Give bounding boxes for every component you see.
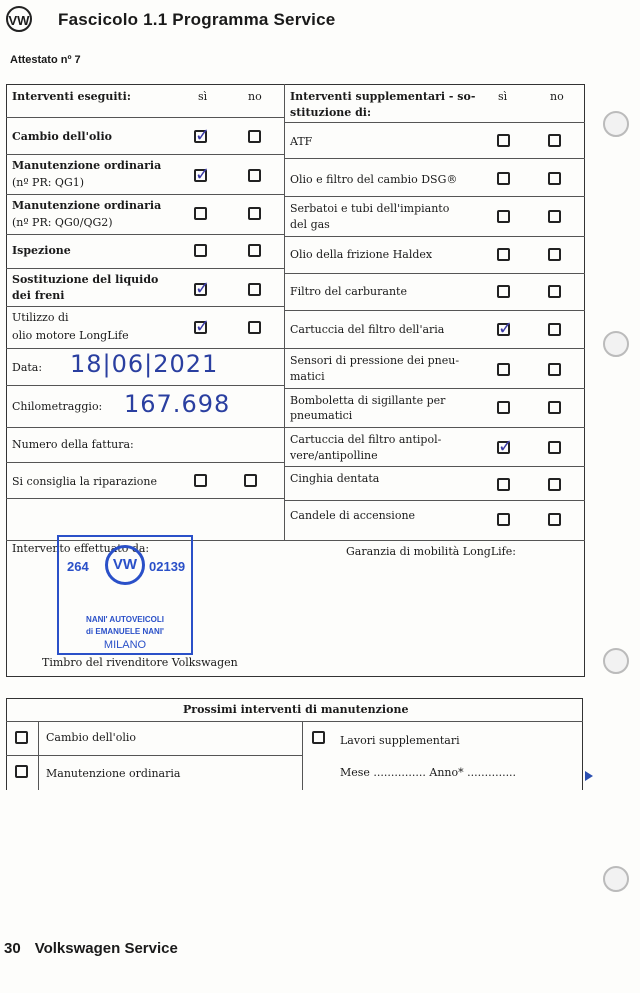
garanzia-label: Garanzia di mobilità LongLife:: [346, 545, 516, 558]
left-header-label: Interventi eseguiti:: [12, 90, 131, 103]
checkbox-no-gas[interactable]: [548, 210, 561, 223]
data-label: Data:: [12, 361, 43, 374]
row-sublabel-manutenzione-qg1: (nº PR: QG1): [12, 176, 85, 189]
checkbox-si-ispezione[interactable]: [194, 244, 207, 257]
checkbox-no-dsg[interactable]: [548, 172, 561, 185]
page-number: 30: [4, 940, 21, 957]
binder-hole-icon: [603, 866, 629, 892]
stamp-right-number: 02139: [149, 559, 186, 574]
checkbox-no-riparazione[interactable]: [244, 474, 257, 487]
checkbox-no-manutenzione-qg0[interactable]: [248, 207, 261, 220]
row-sublabel-manutenzione-qg0: (nº PR: QG0/QG2): [12, 216, 113, 229]
next-cambio-olio-label: Cambio dell'olio: [46, 731, 136, 744]
row-separator: [6, 117, 284, 118]
row-label-olio-longlife: Utilizzo di: [12, 311, 69, 324]
checkbox-si-atf[interactable]: [497, 134, 510, 147]
checkbox-no-atf[interactable]: [548, 134, 561, 147]
checkbox-si-antipolline[interactable]: [497, 441, 510, 454]
column-divider: [284, 84, 285, 540]
right-header-sublabel: stituzione di:: [290, 106, 372, 119]
checkbox-si-liquido-freni[interactable]: [194, 283, 207, 296]
right-row-bomboletta: Bomboletta di sigillante per: [290, 394, 446, 407]
checkbox-no-candele[interactable]: [548, 513, 561, 526]
row-separator: [284, 158, 585, 159]
right-header-si: sì: [498, 90, 508, 103]
row-separator: [284, 236, 585, 237]
checkbox-next-manutenzione[interactable]: [15, 765, 28, 778]
row-label-cambio-olio: Cambio dell'olio: [12, 130, 113, 143]
riparazione-label: Si consiglia la riparazione: [12, 475, 158, 488]
checkbox-si-riparazione[interactable]: [194, 474, 207, 487]
next-page-arrow-icon[interactable]: [585, 771, 593, 781]
right-row-haldex: Olio della frizione Haldex: [290, 248, 433, 261]
row-separator: [6, 306, 284, 307]
row-label-liquido-freni: Sostituzione del liquido: [12, 273, 159, 286]
right-header-label: Interventi supplementari - so-: [290, 90, 476, 103]
stamp-line3: MILANO: [103, 639, 147, 651]
checkbox-no-liquido-freni[interactable]: [248, 283, 261, 296]
row-sublabel-olio-longlife: olio motore LongLife: [12, 329, 129, 342]
checkbox-si-carburante[interactable]: [497, 285, 510, 298]
checkbox-no-carburante[interactable]: [548, 285, 561, 298]
effettuato-label: Intervento effettuato da:: [12, 542, 150, 555]
row-label-ispezione: Ispezione: [12, 244, 71, 257]
right-row-atf: ATF: [290, 135, 313, 148]
checkbox-no-antipolline[interactable]: [548, 441, 561, 454]
checkbox-next-cambio-olio[interactable]: [15, 731, 28, 744]
footer-text: Volkswagen Service: [34, 940, 178, 957]
checkbox-si-haldex[interactable]: [497, 248, 510, 261]
row-separator: [6, 268, 284, 269]
checkbox-si-manutenzione-qg0[interactable]: [194, 207, 207, 220]
checkbox-no-sensori[interactable]: [548, 363, 561, 376]
checkbox-no-cambio-olio[interactable]: [248, 130, 261, 143]
next-mese-anno[interactable]: Mese ............... Anno* ..............: [340, 766, 517, 779]
stamp-line1: NANI' AUTOVEICOLI: [86, 615, 164, 624]
checkbox-si-manutenzione-qg1[interactable]: [194, 169, 207, 182]
checkbox-no-haldex[interactable]: [548, 248, 561, 261]
checkbox-no-cinghia[interactable]: [548, 478, 561, 491]
row-label-manutenzione-qg1: Manutenzione ordinaria: [12, 159, 162, 172]
row-separator: [6, 385, 284, 386]
checkbox-no-manutenzione-qg1[interactable]: [248, 169, 261, 182]
checkbox-si-candele[interactable]: [497, 513, 510, 526]
right-row-candele: Candele di accensione: [290, 509, 416, 522]
row-separator: [284, 348, 585, 349]
row-separator: [6, 755, 302, 756]
row-separator: [284, 310, 585, 311]
left-header-si: sì: [198, 90, 208, 103]
row-separator: [284, 196, 585, 197]
binder-hole-icon: [603, 111, 629, 137]
vw-stamp-logo-icon: VW: [105, 545, 145, 585]
km-label: Chilometraggio:: [12, 400, 103, 413]
row-separator: [284, 273, 585, 274]
checkbox-si-cambio-olio[interactable]: [194, 130, 207, 143]
row-separator: [6, 427, 284, 428]
checkbox-si-dsg[interactable]: [497, 172, 510, 185]
data-value[interactable]: 18|06|2021: [70, 350, 219, 378]
fattura-label: Numero della fattura:: [12, 438, 134, 451]
row-separator: [6, 721, 583, 722]
right-row-dsg: Olio e filtro del cambio DSG®: [290, 173, 458, 186]
stamp-line2: di EMANUELE NANI': [86, 627, 164, 636]
row-separator: [6, 234, 284, 235]
checkbox-si-cinghia[interactable]: [497, 478, 510, 491]
page-header: [0, 0, 640, 42]
right-header-no: no: [550, 90, 564, 103]
right-row-antipolline: Cartuccia del filtro antipol-: [290, 433, 442, 446]
checkbox-no-filtro-aria[interactable]: [548, 323, 561, 336]
checkbox-no-bomboletta[interactable]: [548, 401, 561, 414]
right-row-gas: Serbatoi e tubi dell'impianto: [290, 202, 450, 215]
row-separator: [284, 500, 585, 501]
row-separator: [284, 122, 585, 123]
next-manutenzione-label: Manutenzione ordinaria: [46, 767, 181, 780]
binder-hole-icon: [603, 331, 629, 357]
right-row-filtro-aria: Cartuccia del filtro dell'aria: [290, 323, 445, 336]
row-label-manutenzione-qg0: Manutenzione ordinaria: [12, 199, 162, 212]
row-separator: [6, 462, 284, 463]
row-separator: [284, 388, 585, 389]
row-sublabel-liquido-freni: dei freni: [12, 289, 65, 302]
timbro-label: Timbro del rivenditore Volkswagen: [42, 656, 238, 669]
checkbox-no-olio-longlife[interactable]: [248, 321, 261, 334]
next-maintenance-title: Prossimi interventi di manutenzione: [183, 703, 409, 716]
row-separator: [6, 154, 284, 155]
left-header-no: no: [248, 90, 262, 103]
binder-hole-icon: [603, 648, 629, 674]
row-separator: [6, 498, 284, 499]
checkbox-si-olio-longlife[interactable]: [194, 321, 207, 334]
checkbox-no-ispezione[interactable]: [248, 244, 261, 257]
right-row-bomboletta-sub: pneumatici: [290, 409, 353, 422]
checkbox-si-sensori[interactable]: [497, 363, 510, 376]
row-separator: [284, 466, 585, 467]
checkbox-si-filtro-aria[interactable]: [497, 323, 510, 336]
checkbox-si-bomboletta[interactable]: [497, 401, 510, 414]
stamp-left-number: 264: [67, 559, 89, 574]
checkbox-si-gas[interactable]: [497, 210, 510, 223]
page-title: Fascicolo 1.1 Programma Service: [58, 10, 336, 29]
right-row-carburante: Filtro del carburante: [290, 285, 407, 298]
right-row-sensori: Sensori di pressione dei pneu-: [290, 354, 460, 367]
km-value[interactable]: 167.698: [124, 390, 231, 418]
checkbox-next-lavori[interactable]: [312, 731, 325, 744]
next-lavori-label: Lavori supplementari: [340, 734, 460, 747]
right-row-sensori-sub: matici: [290, 370, 325, 383]
row-separator: [6, 348, 284, 349]
right-row-antipolline-sub: vere/antipolline: [290, 449, 378, 462]
page-footer: [4, 940, 178, 957]
dealer-stamp: [57, 535, 193, 655]
column-divider: [302, 721, 303, 790]
right-row-gas-sub: del gas: [290, 218, 330, 231]
row-separator: [6, 194, 284, 195]
row-separator: [284, 427, 585, 428]
right-row-cinghia: Cinghia dentata: [290, 472, 380, 485]
certificate-number: Attestato nº 7: [10, 54, 81, 66]
vw-logo-icon: VW: [6, 6, 32, 32]
